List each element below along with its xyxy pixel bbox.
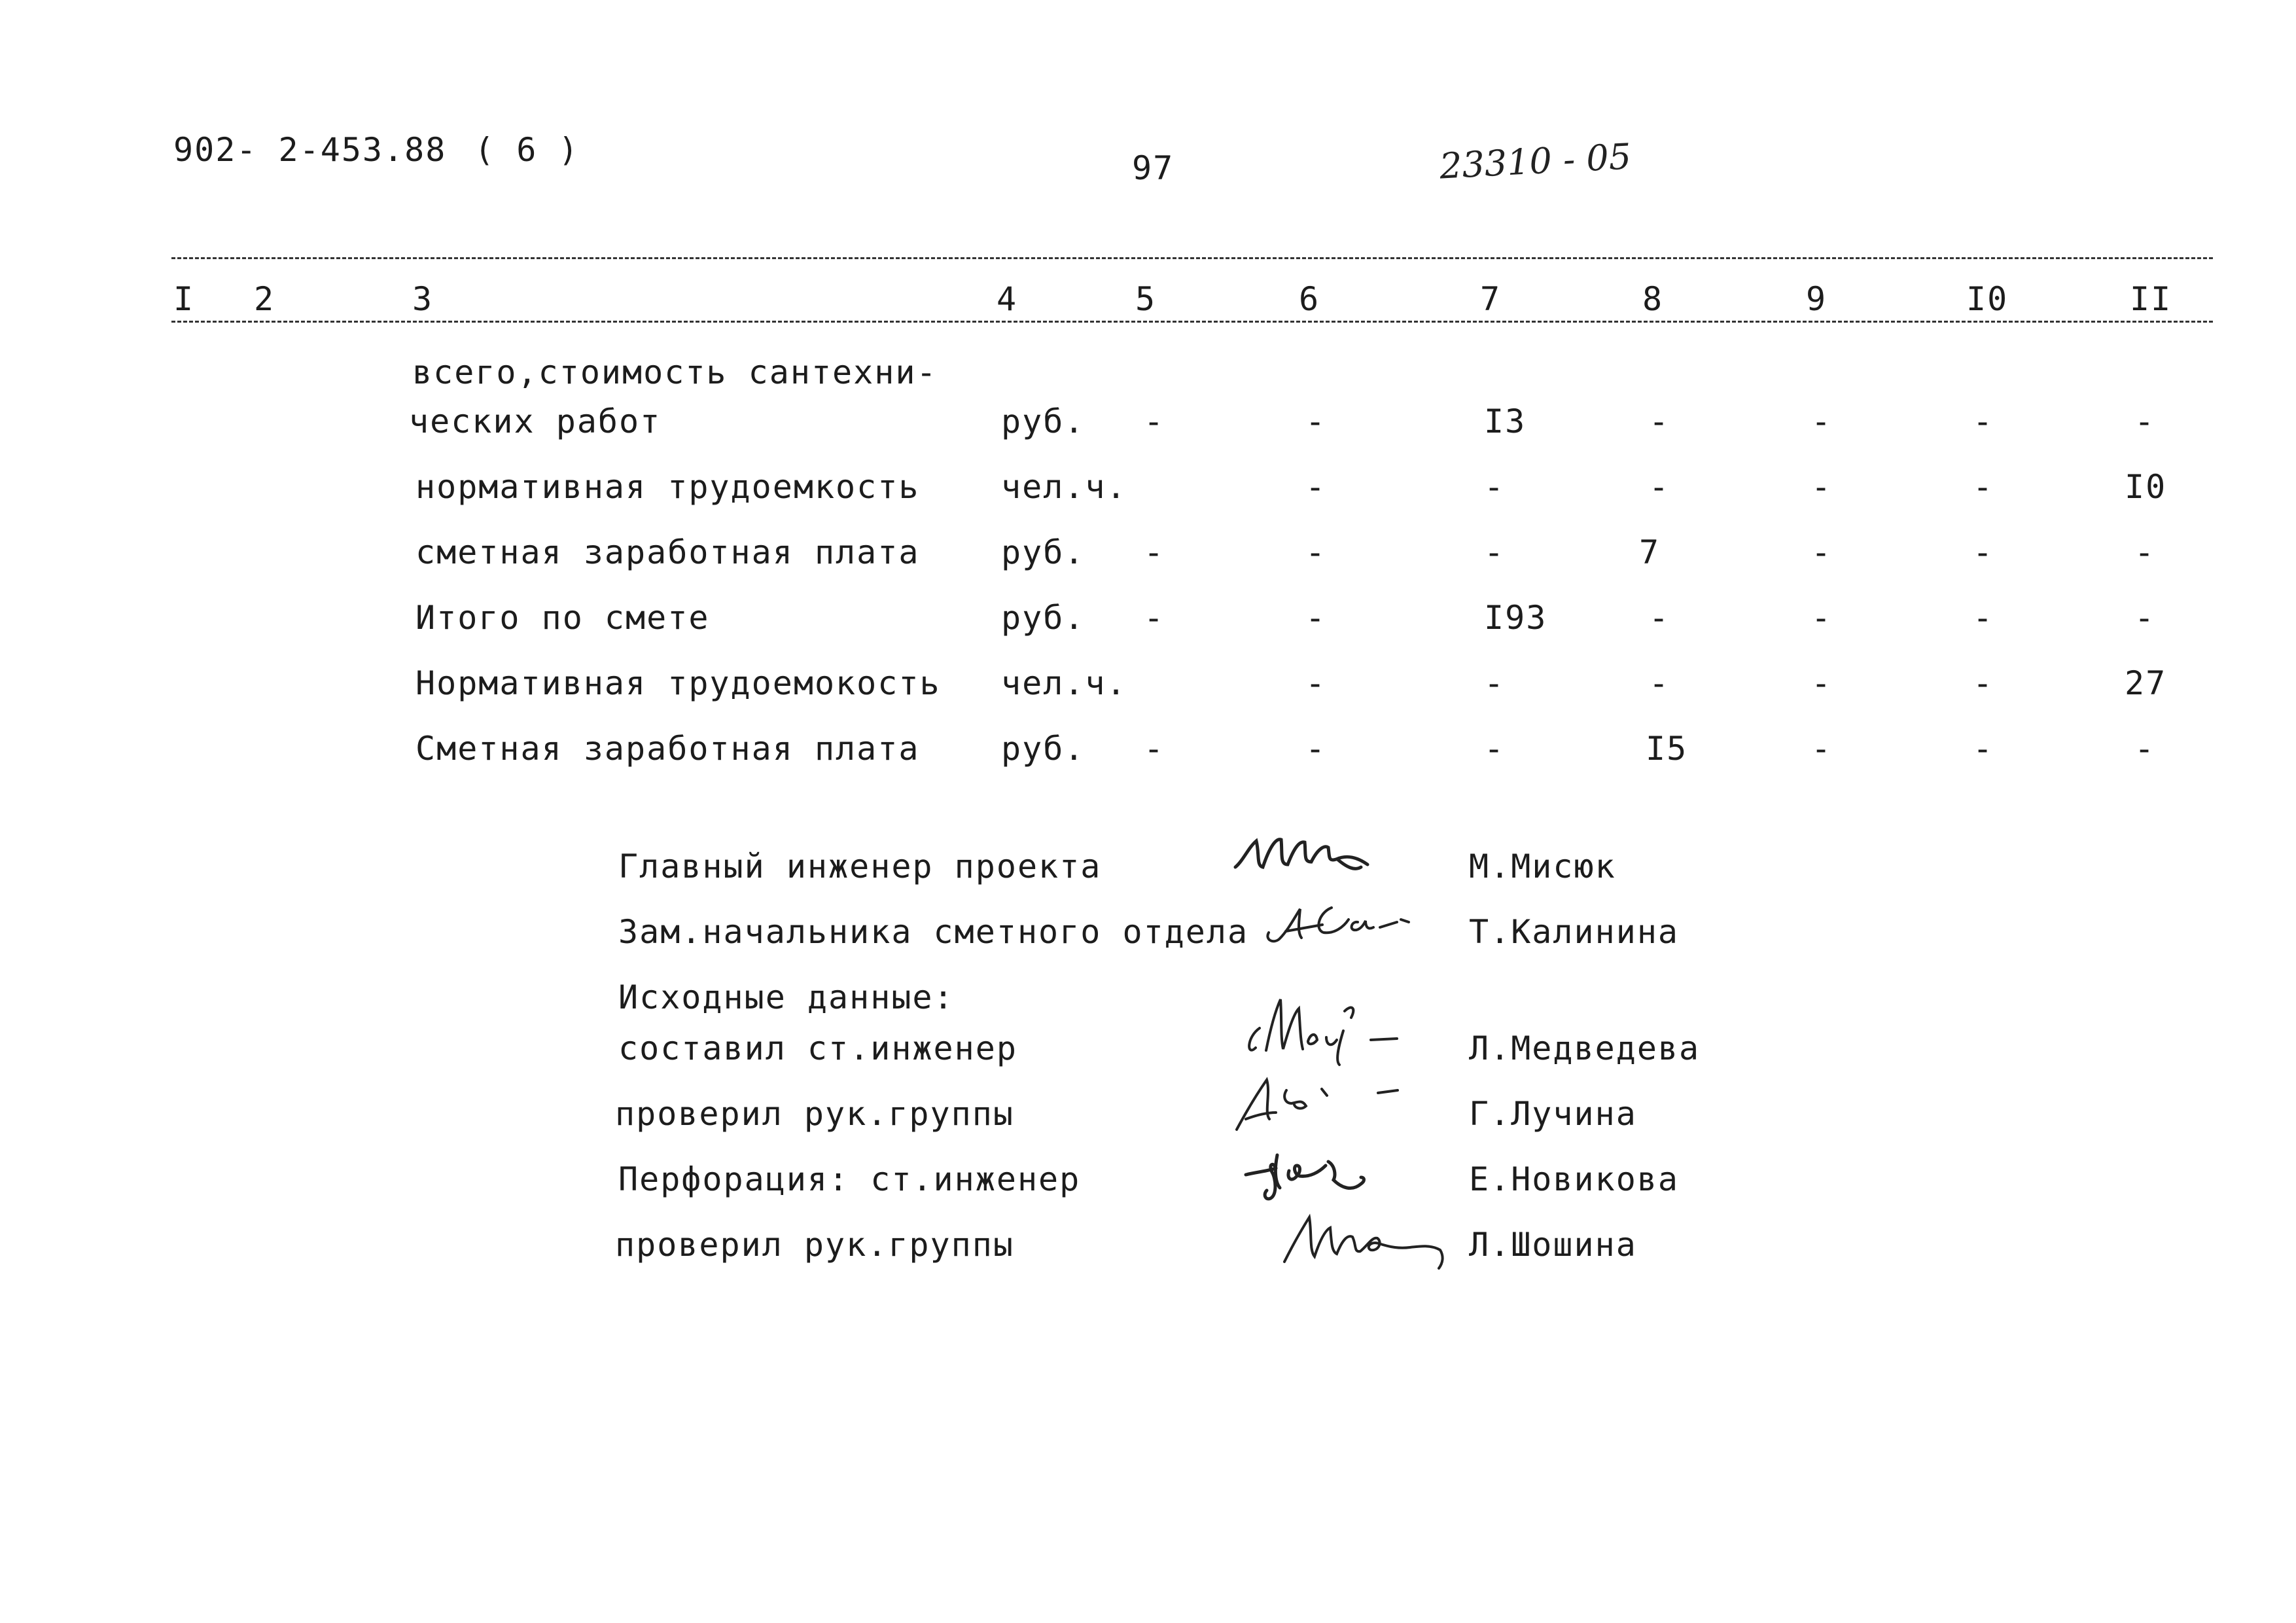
column-header: 6 bbox=[1299, 280, 1320, 318]
document-code: 902- 2-453.88 bbox=[173, 131, 447, 169]
column-header: I0 bbox=[1966, 280, 2009, 318]
signatory-name: Т.Калинина bbox=[1469, 913, 1680, 951]
cell-col9: - bbox=[1811, 402, 1833, 440]
cell-col10: - bbox=[1973, 599, 1994, 637]
column-header: I bbox=[173, 280, 195, 318]
cell-col11: - bbox=[2134, 730, 2156, 768]
cell-col6: - bbox=[1305, 402, 1327, 440]
signatory-name: Г.Лучина bbox=[1469, 1095, 1637, 1133]
cell-col6: - bbox=[1305, 730, 1327, 768]
column-header: 4 bbox=[997, 280, 1018, 318]
section-label: Исходные данные: bbox=[618, 978, 955, 1016]
column-header: 9 bbox=[1806, 280, 1828, 318]
cell-col6: - bbox=[1305, 468, 1327, 506]
row-name: сметная заработная плата bbox=[415, 533, 920, 571]
column-header: 5 bbox=[1135, 280, 1157, 318]
row-name: Итого по смете bbox=[415, 599, 710, 637]
cell-col10: - bbox=[1973, 533, 1994, 571]
cell-col6: - bbox=[1305, 599, 1327, 637]
cell-col11: 27 bbox=[2125, 664, 2167, 702]
signatory-name: Л.Медведева bbox=[1469, 1029, 1701, 1067]
cell-col7: - bbox=[1484, 664, 1506, 702]
column-header: 3 bbox=[412, 280, 434, 318]
cell-col9: - bbox=[1811, 468, 1833, 506]
signatory-role: Главный инженер проекта bbox=[618, 847, 1102, 885]
cell-col8: I5 bbox=[1646, 730, 1688, 768]
signatory-name: Е.Новикова bbox=[1469, 1160, 1680, 1198]
row-name: Нормативная трудоемокость bbox=[415, 664, 941, 702]
row-unit: чел.ч. bbox=[1001, 468, 1127, 506]
cell-col9: - bbox=[1811, 730, 1833, 768]
signatory-role: Зам.начальника сметного отдела bbox=[618, 913, 1249, 951]
handwritten-signature bbox=[1230, 821, 1387, 887]
cell-col8: 7 bbox=[1639, 533, 1661, 571]
cell-col11: - bbox=[2134, 599, 2156, 637]
signatory-role: проверил рук.группы bbox=[615, 1226, 1014, 1264]
cell-col8: - bbox=[1649, 402, 1670, 440]
document-variant: ( 6 ) bbox=[474, 131, 580, 169]
row-name-continued: ческих работ bbox=[409, 402, 662, 440]
cell-col9: - bbox=[1811, 599, 1833, 637]
cell-col7: - bbox=[1484, 468, 1506, 506]
cell-col11: I0 bbox=[2125, 468, 2167, 506]
row-unit: чел.ч. bbox=[1001, 664, 1127, 702]
row-unit: руб. bbox=[1001, 730, 1086, 768]
column-header: II bbox=[2130, 280, 2172, 318]
cell-col8: - bbox=[1649, 664, 1670, 702]
header-bottom-rule bbox=[171, 321, 2213, 323]
cell-col5: - bbox=[1144, 533, 1165, 571]
cell-col7: I93 bbox=[1484, 599, 1547, 637]
cell-col7: - bbox=[1484, 533, 1506, 571]
row-unit: руб. bbox=[1001, 599, 1086, 637]
page-number: 97 bbox=[1132, 149, 1174, 187]
cell-col9: - bbox=[1811, 664, 1833, 702]
cell-col7: - bbox=[1484, 730, 1506, 768]
signatory-role: составил ст.инженер bbox=[618, 1029, 1017, 1067]
column-header: 8 bbox=[1642, 280, 1664, 318]
handwritten-signature bbox=[1279, 1204, 1482, 1276]
header-top-rule bbox=[171, 257, 2213, 259]
cell-col5: - bbox=[1144, 599, 1165, 637]
handwritten-signature bbox=[1240, 985, 1417, 1070]
row-unit: руб. bbox=[1001, 402, 1086, 440]
cell-col11: - bbox=[2134, 533, 2156, 571]
handwritten-signature bbox=[1237, 1135, 1426, 1214]
inventory-number: 23310 - 05 bbox=[1438, 135, 1633, 187]
row-unit: руб. bbox=[1001, 533, 1086, 571]
cell-col11: - bbox=[2134, 402, 2156, 440]
cell-col5: - bbox=[1144, 402, 1165, 440]
row-name: всего,стоимость сантехни- bbox=[412, 353, 938, 391]
cell-col10: - bbox=[1973, 468, 1994, 506]
row-name: Сметная заработная плата bbox=[415, 730, 920, 768]
cell-col8: - bbox=[1649, 599, 1670, 637]
cell-col7: I3 bbox=[1484, 402, 1527, 440]
cell-col6: - bbox=[1305, 533, 1327, 571]
cell-col6: - bbox=[1305, 664, 1327, 702]
cell-col10: - bbox=[1973, 664, 1994, 702]
signatory-role: Перфорация: ст.инженер bbox=[618, 1160, 1081, 1198]
column-header: 7 bbox=[1480, 280, 1502, 318]
signatory-name: М.Мисюк bbox=[1469, 847, 1616, 885]
signatory-role: проверил рук.группы bbox=[615, 1095, 1014, 1133]
cell-col10: - bbox=[1973, 730, 1994, 768]
handwritten-signature bbox=[1230, 1067, 1420, 1139]
column-header: 2 bbox=[254, 280, 275, 318]
cell-col5: - bbox=[1144, 730, 1165, 768]
cell-col9: - bbox=[1811, 533, 1833, 571]
signatory-name: Л.Шошина bbox=[1469, 1226, 1637, 1264]
cell-col10: - bbox=[1973, 402, 1994, 440]
row-name: нормативная трудоемкость bbox=[415, 468, 920, 506]
handwritten-signature bbox=[1260, 893, 1430, 952]
cell-col8: - bbox=[1649, 468, 1670, 506]
